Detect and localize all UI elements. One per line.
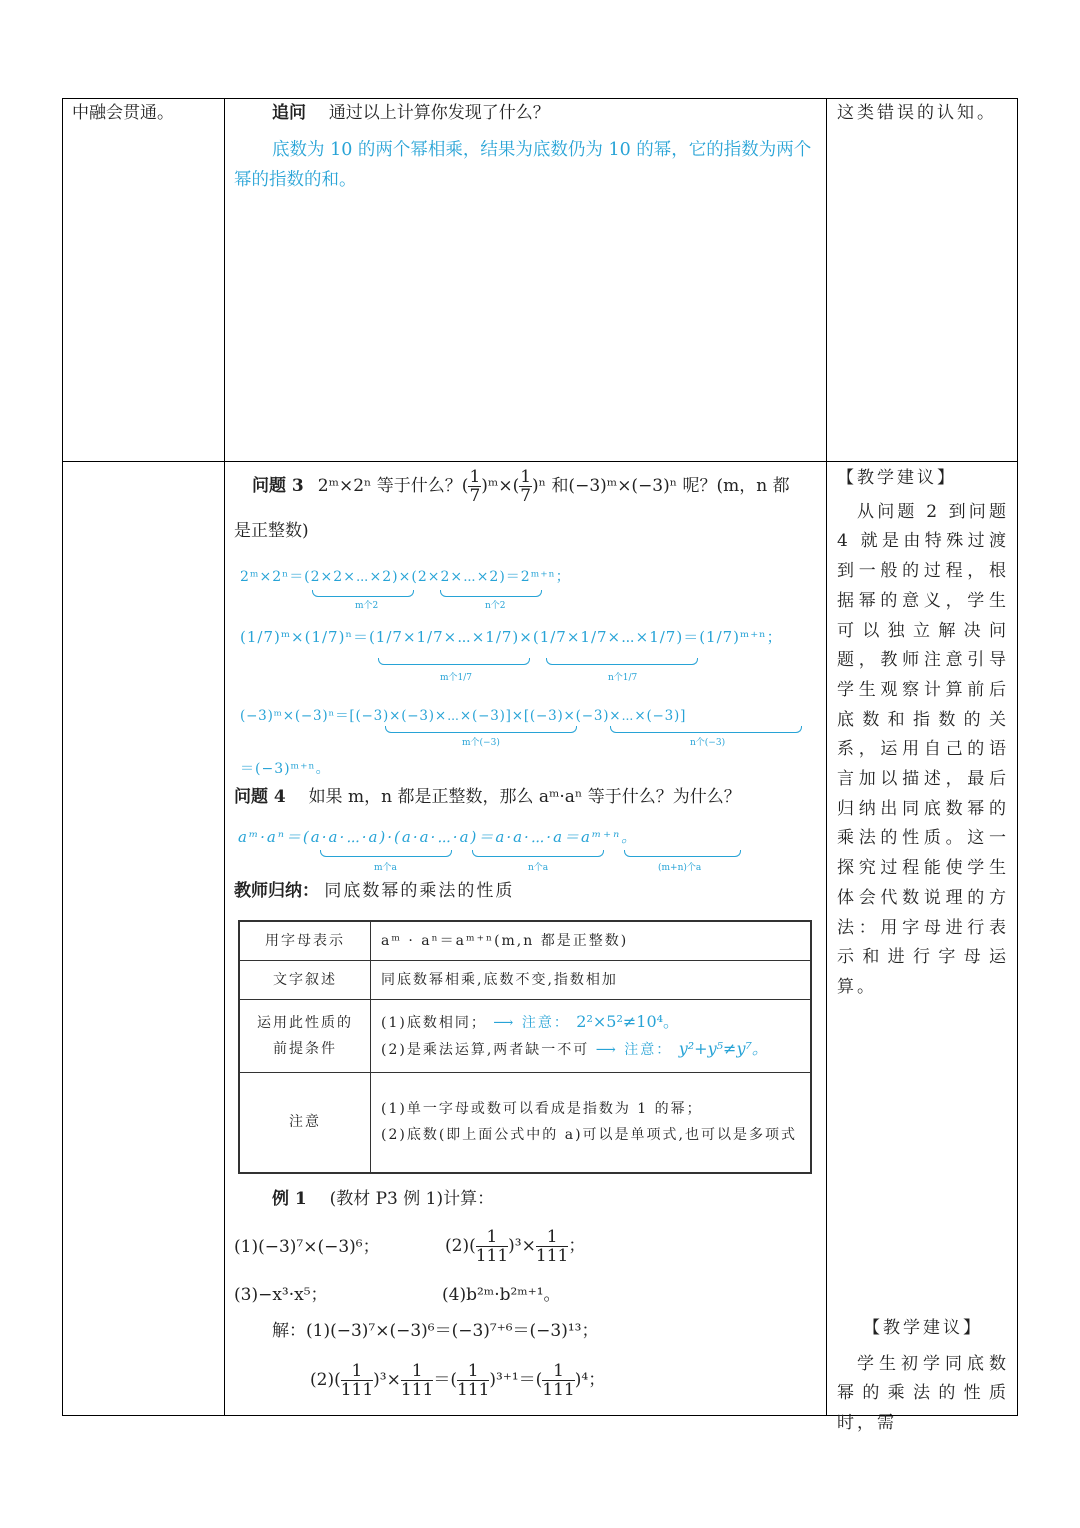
followup-answer: 底数为 10 的两个幂相乘，结果为底数仍为 10 的幂，它的指数为两个幂的指数的和。 [234, 140, 812, 190]
prop-body: aᵐ · aⁿ＝aᵐ⁺ⁿ(m,n 都是正整数) [371, 921, 812, 961]
calc4-brace-a [320, 850, 452, 857]
note1-label: 注意： [521, 1015, 570, 1031]
calc4-note-a: m个a [374, 863, 397, 873]
followup-question: 通过以上计算你发现了什么？ [328, 103, 550, 123]
q3-text-b: )ᵐ×( [481, 476, 520, 496]
arrow-icon: ⟶ [595, 1042, 618, 1058]
calc2-note-b: n个1/7 [608, 673, 638, 683]
prop-head: 文字叙述 [239, 961, 371, 1000]
question-4 [234, 782, 818, 812]
note1-text: 2²×5²≠10⁴。 [576, 1012, 680, 1031]
calc3-brace-b [610, 726, 802, 733]
summary-label: 教师归纳： [234, 881, 319, 901]
note2-label: 注意： [624, 1042, 673, 1058]
prop-body [371, 1000, 812, 1073]
suggestion-1-text: 从问题 2 到问题 4 就是由特殊过渡到一般的过程，根据幂的意义，学生可以独立解决问题，教师注意引导学生观察计算前后底数和指数的关系，运用自己的语言加以描述，最后归纳出同底数幂的乘法的性质。这一探究过程能使学生体会代数说理的方法：用字母进行表示和进行字母运算。 [837, 501, 1009, 997]
calc4-brace-c [624, 850, 741, 857]
calc-line-4-block [238, 820, 818, 874]
q3-text-c: )ⁿ 和(−3)ᵐ×(−3)ⁿ 呢？(m，n 都 [532, 476, 790, 496]
calc1-note-a: m个2 [355, 601, 379, 611]
teaching-suggestion-2 [837, 1314, 1009, 1439]
calc4-brace-b [472, 850, 604, 857]
summary-text: 同底数幂的乘法的性质 [324, 881, 515, 901]
note2-text: y²+y⁵≠y⁷。 [678, 1039, 768, 1058]
prop-row [239, 961, 811, 1000]
table-col-divider-2 [826, 98, 827, 1416]
example-item-3: (3)−x³·x⁵； [234, 1285, 328, 1305]
prop-row [239, 1073, 811, 1173]
calc1-brace-b [440, 590, 542, 597]
prop-body [371, 1073, 812, 1173]
prop-head: 运用此性质的前提条件 [239, 1000, 371, 1073]
calc2-brace-b [546, 658, 698, 665]
row1-left-text: 中融会贯通。 [72, 103, 174, 123]
table-row-divider [62, 461, 1018, 462]
teacher-summary [234, 876, 514, 906]
prop-body: 同底数幂相乘,底数不变,指数相加 [371, 961, 812, 1000]
suggestion-2-text: 学生初学同底数幂的乘法的性质时，需 [837, 1353, 1009, 1434]
calc3-note-a: m个(−3) [462, 738, 500, 748]
teaching-suggestion-1 [837, 464, 1009, 1003]
q3-text-d: 是正整数) [234, 521, 309, 541]
prop-condition-2: (2)是乘法运算,两者缺一不可 [381, 1042, 590, 1058]
solution-label: 解： [272, 1321, 306, 1341]
prop-condition-1: (1)底数相同； [381, 1015, 487, 1031]
example-item-1: (1)(−3)⁷×(−3)⁶； [234, 1237, 380, 1257]
example-1-heading [272, 1184, 494, 1214]
suggestion-2-title: 【教学建议】 [863, 1318, 983, 1338]
calc-line-4: aᵐ·aⁿ＝(a·a·⋯·a)·(a·a·⋯·a)＝a·a·⋯·a＝aᵐ⁺ⁿ。 [238, 828, 639, 846]
prop-head: 用字母表示 [239, 921, 371, 961]
calc-line-1: 2ᵐ×2ⁿ＝(2×2×⋯×2)×(2×2×⋯×2)＝2ᵐ⁺ⁿ； [240, 569, 571, 585]
table-col-divider-1 [224, 98, 225, 1416]
calc2-note-a: m个1/7 [440, 673, 473, 683]
example-text: (教材 P3 例 1)计算： [329, 1189, 495, 1209]
calc3-brace-a [385, 726, 577, 733]
arrow-icon: ⟶ [493, 1015, 516, 1031]
suggestion-1-title: 【教学建议】 [837, 468, 957, 488]
example-item-2: (2)( $\frac{1}{111}$ )³× $\frac{1}{111}$ ； [445, 1226, 586, 1266]
calc2-brace-a [378, 658, 530, 665]
derivation-block [240, 560, 820, 790]
calc-line-2: (1/7)ᵐ×(1/7)ⁿ＝(1/7×1/7×⋯×1/7)×(1/7×1/7×⋯×1/7)＝(1/7)ᵐ⁺ⁿ； [240, 628, 783, 646]
q3-label: 问题 3 [252, 476, 304, 496]
table-right-border [1017, 98, 1018, 1416]
calc-line-3-result: ＝(−3)ᵐ⁺ⁿ。 [240, 761, 331, 777]
prop-row [239, 921, 811, 961]
solution-2: (2)( $\frac{1}{111}$ )³× $\frac{1}{111}$ ＝( $\frac{1}{111}$ )³⁺¹＝( $\frac{1}{111}$ )⁴； [310, 1360, 606, 1400]
example-item-4: (4)b²ᵐ·b²ᵐ⁺¹。 [442, 1285, 561, 1305]
q3-fraction-1-7: $\frac{1}{7}$ [469, 466, 481, 506]
calc4-note-c: (m+n)个a [658, 863, 702, 873]
calc3-note-b: n个(−3) [690, 738, 726, 748]
example-label: 例 1 [272, 1189, 307, 1209]
prop-note-1: (1)单一字母或数可以看成是指数为 1 的幂； [381, 1101, 703, 1118]
question-3 [234, 464, 818, 546]
prop-row [239, 1000, 811, 1073]
q3-fraction-1-7-b: $\frac{1}{7}$ [520, 466, 532, 506]
followup-label: 追问 [272, 103, 306, 123]
table-left-border [62, 98, 63, 1416]
property-table [238, 920, 812, 1174]
row1-middle [234, 98, 818, 195]
prop-note-2: (2)底数(即上面公式中的 a)可以是单项式,也可以是多项式 [381, 1127, 798, 1144]
calc1-note-b: n个2 [485, 601, 506, 611]
q3-text-a: 2ᵐ×2ⁿ 等于什么？( [317, 476, 469, 496]
q4-label: 问题 4 [234, 787, 286, 807]
q4-text: 如果 m，n 都是正整数，那么 aᵐ·aⁿ 等于什么？为什么？ [308, 787, 741, 807]
calc1-brace-a [312, 590, 414, 597]
solution-1: 解：(1)(−3)⁷×(−3)⁶＝(−3)⁷⁺⁶＝(−3)¹³； [272, 1321, 599, 1341]
calc-line-3: (−3)ᵐ×(−3)ⁿ＝[(−3)×(−3)×⋯×(−3)]×[(−3)×(−3)×⋯×(−3)] [240, 708, 687, 724]
row1-right-text: 这类错误的认知。 [837, 103, 997, 123]
prop-head: 注意 [239, 1073, 371, 1173]
calc4-note-b: n个a [528, 863, 549, 873]
